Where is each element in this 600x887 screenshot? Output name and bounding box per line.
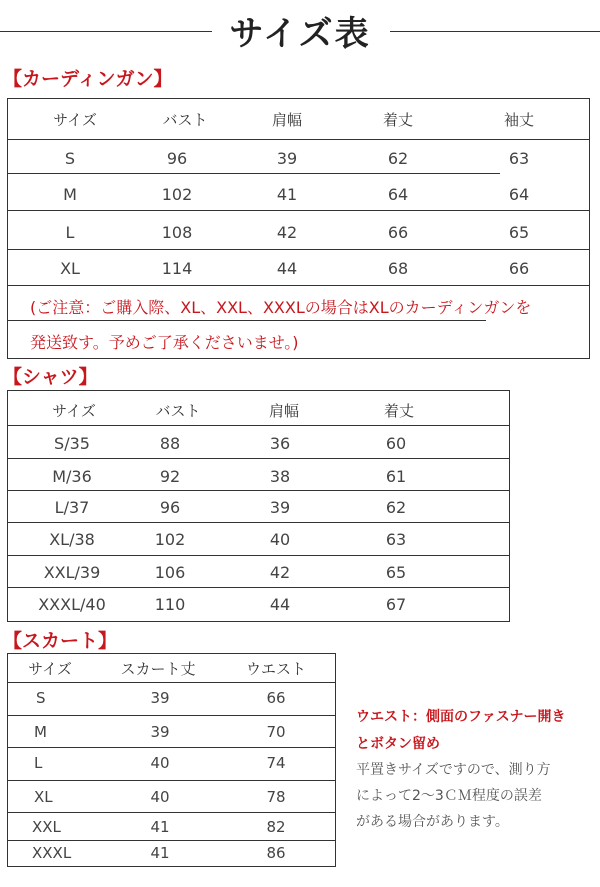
cardigan-section-title: 【カーディンガン】 — [3, 68, 173, 90]
size-cell: XXXL — [32, 844, 72, 862]
cardigan-header-cell: 着丈 — [382, 111, 413, 129]
cardigan-header-cell: 袖丈 — [503, 111, 534, 129]
size-cell: L — [34, 754, 43, 772]
bust-cell: 96 — [159, 498, 181, 517]
sleeve-cell: 66 — [508, 259, 530, 278]
skirt-header-rule — [8, 682, 335, 683]
cardigan-header-cell: バスト — [162, 111, 208, 129]
length-cell: 62 — [387, 149, 409, 168]
bust-cell: 96 — [166, 149, 188, 168]
cardigan-header-cell: サイズ — [53, 111, 97, 129]
bust-cell: 110 — [154, 595, 186, 614]
sleeve-cell: 63 — [508, 149, 530, 168]
skirt-header-cell: ウエスト — [245, 660, 306, 678]
bust-cell: 102 — [161, 185, 193, 204]
size-cell: XL — [60, 259, 80, 278]
shoulder-cell: 38 — [269, 467, 291, 486]
shirt-header-cell: バスト — [155, 402, 201, 420]
shoulder-cell: 44 — [276, 259, 298, 278]
cardigan-table — [7, 98, 590, 359]
length-cell: 62 — [385, 498, 407, 517]
page-title: サイズ表 — [229, 14, 371, 54]
shoulder-cell: 41 — [276, 185, 298, 204]
size-cell: XL — [34, 788, 53, 806]
shirt-header-cell: サイズ — [52, 402, 96, 420]
row-rule — [8, 285, 589, 286]
skirt-header-cell: サイズ — [28, 660, 72, 678]
row-rule — [8, 747, 335, 748]
waist-cell: 66 — [266, 689, 286, 707]
size-cell: M/36 — [52, 467, 92, 486]
size-cell: XXL/39 — [43, 563, 101, 582]
cardigan-header-rule — [8, 139, 589, 140]
bust-cell: 88 — [159, 434, 181, 453]
size-cell: M — [63, 185, 77, 204]
size-cell: M — [34, 723, 47, 741]
waist-cell: 86 — [266, 844, 286, 862]
length-cell: 68 — [387, 259, 409, 278]
shoulder-cell: 42 — [276, 223, 298, 242]
skirt-length-cell: 41 — [150, 844, 170, 862]
length-cell: 64 — [387, 185, 409, 204]
skirt-length-cell: 41 — [150, 818, 170, 836]
row-rule — [8, 555, 509, 556]
waist-cell: 74 — [266, 754, 286, 772]
skirt-table — [7, 653, 336, 867]
row-rule — [8, 210, 589, 211]
bust-cell: 92 — [159, 467, 181, 486]
length-cell: 60 — [385, 434, 407, 453]
length-cell: 65 — [385, 563, 407, 582]
row-rule — [8, 458, 509, 459]
row-rule — [8, 587, 509, 588]
shirt-table — [7, 390, 510, 622]
sleeve-cell: 64 — [508, 185, 530, 204]
waist-note-line2: とボタン留め — [356, 736, 440, 752]
bust-cell: 114 — [161, 259, 193, 278]
shoulder-cell: 39 — [276, 149, 298, 168]
length-cell: 66 — [387, 223, 409, 242]
measure-note-line3: がある場合があります。 — [356, 814, 509, 830]
size-cell: XL/38 — [49, 530, 95, 549]
cardigan-header-cell: 肩幅 — [271, 111, 302, 129]
skirt-section-title: 【スカート】 — [3, 630, 118, 652]
waist-cell: 82 — [266, 818, 286, 836]
cardigan-note-line2: 発送致す。予めご了承くださいませ。) — [30, 333, 299, 352]
bust-cell: 102 — [154, 530, 186, 549]
skirt-header-cell: スカート丈 — [120, 660, 196, 678]
shoulder-cell: 39 — [269, 498, 291, 517]
size-cell: S — [36, 689, 46, 707]
size-cell: XXL — [32, 818, 61, 836]
waist-cell: 78 — [266, 788, 286, 806]
shirt-section-title: 【シャツ】 — [3, 366, 98, 388]
size-cell: S/35 — [54, 434, 90, 453]
shirt-header-cell: 肩幅 — [268, 402, 299, 420]
row-rule — [8, 780, 335, 781]
row-rule — [8, 840, 335, 841]
waist-note-line1: ウエスト：側面のファスナー開き — [356, 709, 566, 725]
size-cell: L/37 — [54, 498, 90, 517]
skirt-length-cell: 40 — [150, 754, 170, 772]
length-cell: 61 — [385, 467, 407, 486]
row-rule — [8, 522, 509, 523]
length-cell: 63 — [385, 530, 407, 549]
skirt-length-cell: 39 — [150, 689, 170, 707]
measure-note-line2: によって2～3ＣＭ程度の誤差 — [356, 788, 542, 804]
size-cell: S — [64, 149, 76, 168]
sleeve-cell: 65 — [508, 223, 530, 242]
bust-cell: 106 — [154, 563, 186, 582]
row-rule — [8, 715, 335, 716]
shirt-header-cell: 着丈 — [383, 402, 414, 420]
size-cell: L — [65, 223, 75, 242]
shoulder-cell: 36 — [269, 434, 291, 453]
bust-cell: 108 — [161, 223, 193, 242]
row-rule — [8, 812, 335, 813]
shoulder-cell: 40 — [269, 530, 291, 549]
waist-cell: 70 — [266, 723, 286, 741]
row-rule — [8, 490, 509, 491]
size-cell: XXXL/40 — [38, 595, 106, 614]
row-rule — [8, 249, 589, 250]
measure-note-line1: 平置きサイズですので、測り方 — [356, 762, 551, 778]
shirt-header-rule — [8, 425, 509, 426]
skirt-length-cell: 40 — [150, 788, 170, 806]
length-cell: 67 — [385, 595, 407, 614]
skirt-length-cell: 39 — [150, 723, 170, 741]
shoulder-cell: 42 — [269, 563, 291, 582]
row-rule — [8, 320, 486, 321]
shoulder-cell: 44 — [269, 595, 291, 614]
cardigan-note-line1: (ご注意：ご購入際、XL、XXL、XXXLの場合はXLのカーディンガンを — [30, 298, 532, 317]
row-rule — [8, 173, 500, 174]
